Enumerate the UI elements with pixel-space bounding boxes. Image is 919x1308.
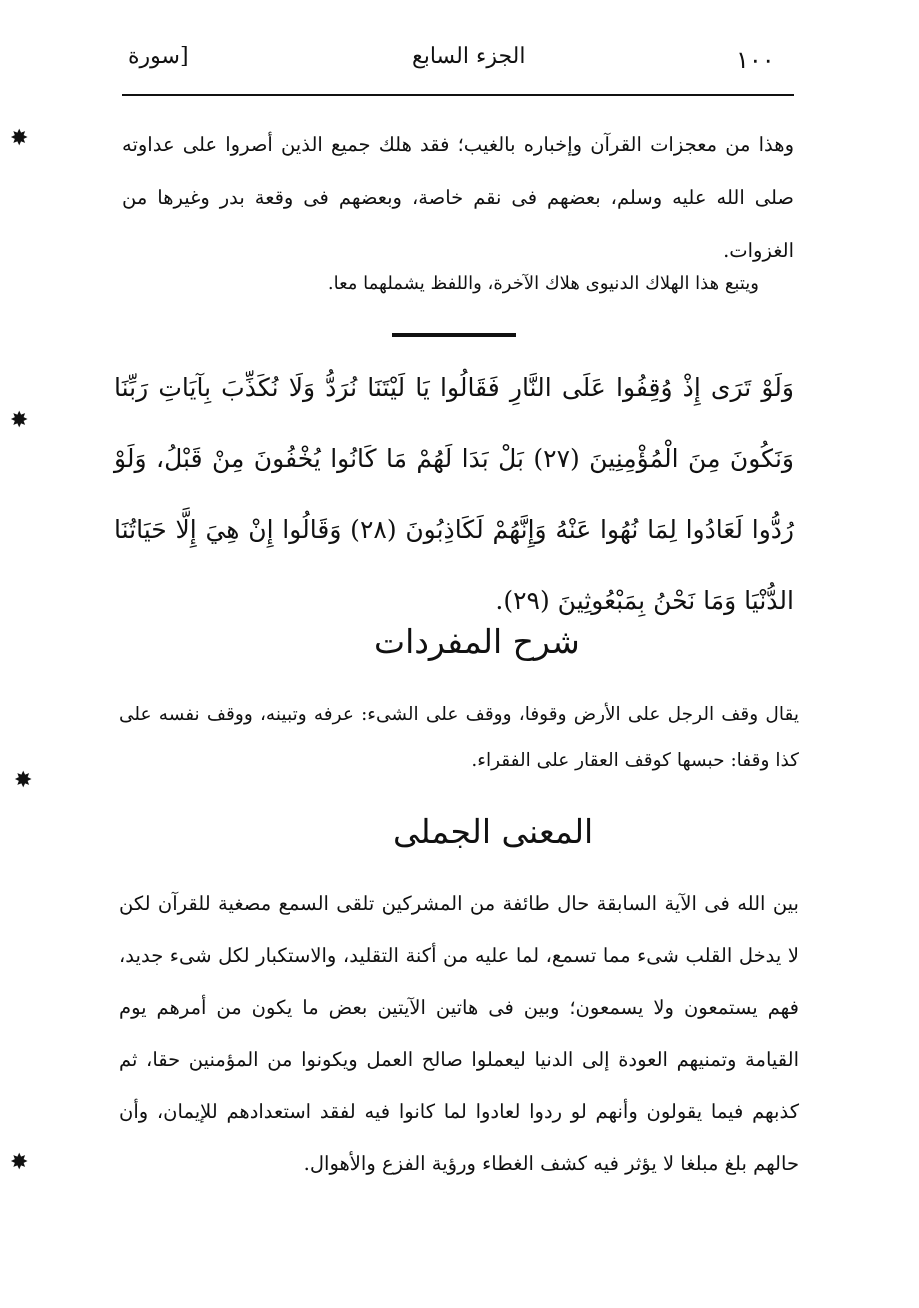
- paragraph-vocabulary: يقال وقف الرجل على الأرض وقوفا، ووقف على الشىء: عرفه وتبينه، ووقف نفسه على كذا وقفا: حبسها كوقف العقار على الفقراء.: [119, 704, 799, 771]
- running-title: الجزء السابع: [412, 44, 526, 69]
- heading-vocabulary: شرح المفردات: [374, 622, 580, 661]
- margin-mark-icon: ✸: [10, 126, 29, 151]
- header-rule: [122, 94, 794, 96]
- heading-general-meaning: المعنى الجملى: [393, 812, 594, 851]
- margin-mark-icon: ✸: [14, 768, 33, 793]
- page-number: ١٠٠: [736, 46, 775, 74]
- margin-mark-icon: ✸: [10, 1150, 29, 1175]
- quran-verse: وَلَوْ تَرَى إِذْ وُقِفُوا عَلَى النَّارِ فَقَالُوا يَا لَيْتَنَا نُرَدُّ وَلَا نُكَذِّبَ بِآيَاتِ رَبِّنَا وَنَكُونَ مِنَ الْمُؤْمِنِينَ (٢٧) بَلْ بَدَا لَهُمْ مَا كَانُوا يُخْفُونَ مِنْ قَبْلُ، وَلَوْ رُدُّوا لَعَادُوا لِمَا نُهُوا عَنْهُ وَإِنَّهُمْ لَكَاذِبُونَ (٢٨) وَقَالُوا إِنْ هِيَ إِلَّا حَيَاتُنَا الدُّنْيَا وَمَا نَحْنُ بِمَبْعُوثِينَ (٢٩).: [114, 373, 794, 615]
- sura-label: [سورة: [128, 44, 189, 69]
- margin-mark-icon: ✸: [10, 408, 29, 433]
- paragraph-1: وهذا من معجزات القرآن وإخباره بالغيب؛ فقد هلك جميع الذين أصروا على عداوته صلى الله عليه وسلم، بعضهم فى نقم خاصة، وبعضهم فى وقعة بدر وغيرها من الغزوات.: [122, 133, 794, 262]
- section-separator: [392, 333, 516, 337]
- paragraph-2: ويتبع هذا الهلاك الدنيوى هلاك الآخرة، واللفظ يشملهما معا.: [327, 273, 759, 294]
- paragraph-general-meaning: بين الله فى الآية السابقة حال طائفة من المشركين تلقى السمع مصغية للقرآن لكن لا يدخل القلب شىء مما تسمع، لما عليه من أكنة التقليد، والاستكبار لكل شىء جديد، فهم يستمعون ولا يسمعون؛ وبين فى هاتين الآيتين بعض ما يكون من أمرهم يوم القيامة وتمنيهم العودة إلى الدنيا ليعملوا صالح العمل ويكونوا من المؤمنين حقا، ثم كذبهم فيما يقولون وأنهم لو ردوا لعادوا لما كانوا فيه لفقد استعدادهم للإيمان، وأن حالهم بلغ مبلغا لا يؤثر فيه كشف الغطاء ورؤية الفزع والأهوال.: [119, 892, 799, 1175]
